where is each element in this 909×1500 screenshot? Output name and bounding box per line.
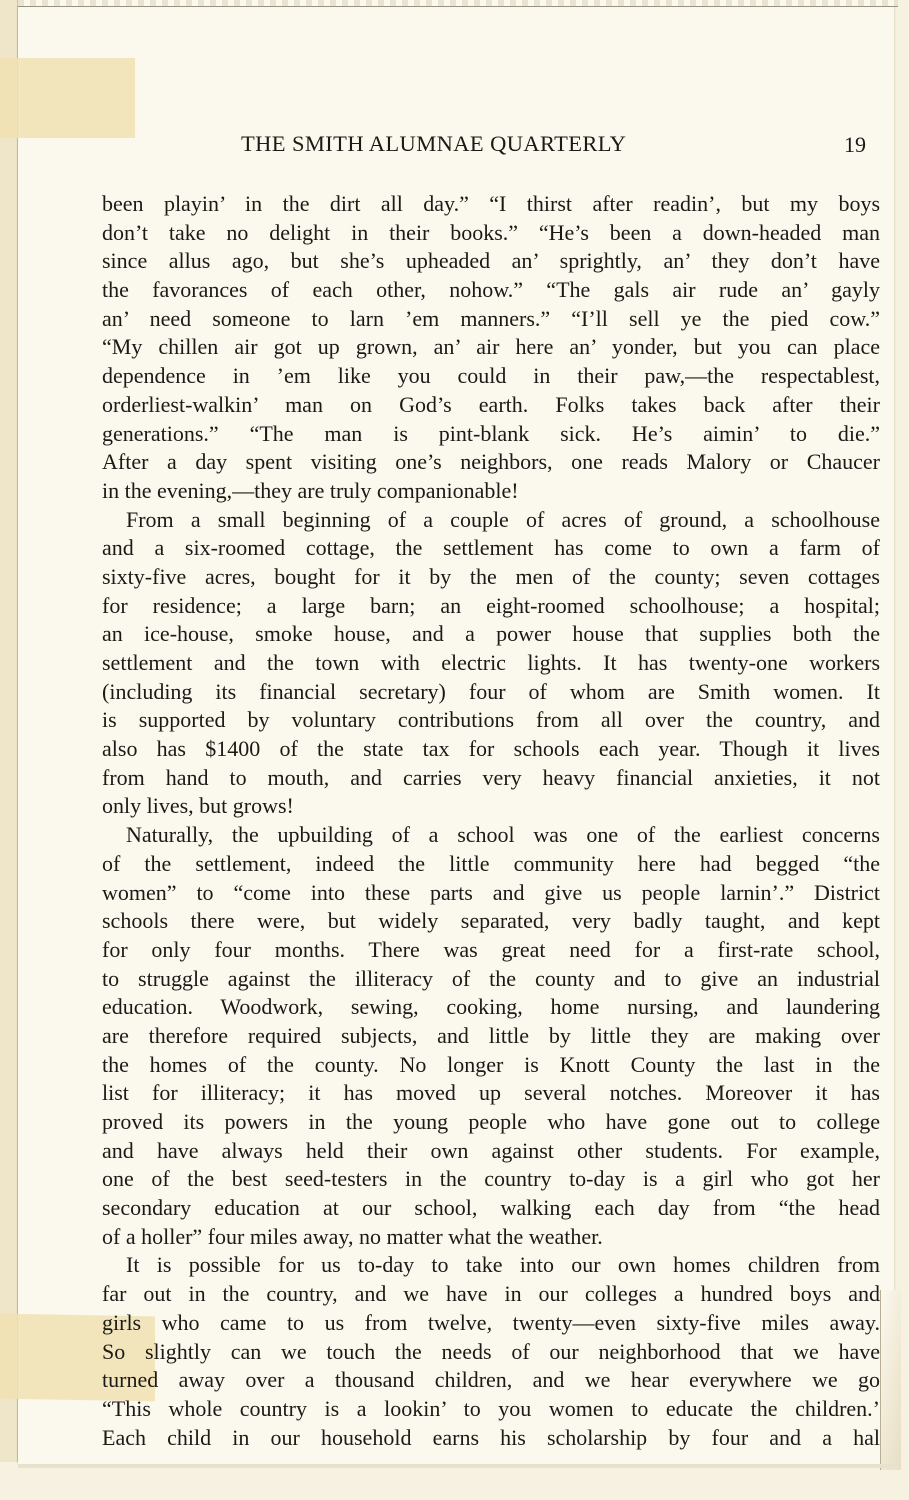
text-line: sixty-five acres, bought for it by the men of the county; seven cottages (102, 563, 880, 589)
text-line: “This whole country is a lookin’ to you women to educate the children.’ (102, 1395, 880, 1421)
text-line: secondary education at our school, walking each day from “the head (102, 1195, 880, 1221)
text-line: to struggle against the illiteracy of the county and to give an industrial (102, 965, 880, 991)
running-title: THE SMITH ALUMNAE QUARTERLY (241, 131, 627, 156)
text-line: Each child in our household earns his scholarship by four and a hal (102, 1424, 880, 1450)
tape-strip-top (0, 58, 135, 138)
text-line: women” to “come into these parts and give us people larnin’.” District (102, 879, 880, 905)
paragraph (102, 506, 880, 822)
text-line: dependence in ’em like you could in their paw,—the respectablest, (102, 363, 880, 389)
text-line: is supported by voluntary contributions from all over the country, and (102, 707, 880, 733)
text-line: So slightly can we touch the needs of our neighborhood that we have (102, 1338, 880, 1364)
running-header (0, 131, 909, 161)
text-line: settlement and the town with electric lights. It has twenty-one workers (102, 650, 880, 675)
text-line: from hand to mouth, and carries very heavy financial anxieties, it not (102, 764, 880, 790)
text-line: far out in the country, and we have in our colleges a hundred boys and (102, 1281, 880, 1307)
text-line: for only four months. There was great need for a first-rate school, (102, 936, 880, 962)
text-line: of the settlement, indeed the little community here had begged “the (102, 850, 880, 876)
text-line: of a holler” four miles away, no matter what the weather. (102, 1223, 603, 1249)
text-line: education. Woodwork, sewing, cooking, home nursing, and laundering (102, 994, 880, 1020)
text-line: only lives, but grows! (102, 793, 294, 819)
text-line: since allus ago, but she’s upheaded an’ sprightly, an’ they don’t have (102, 248, 880, 274)
text-line: the homes of the county. No longer is Knott County the last in the (102, 1051, 880, 1077)
text-line: orderliest-walkin’ man on God’s earth. Folks takes back after their (102, 391, 880, 417)
paragraph (102, 1251, 880, 1452)
text-line: don’t take no delight in their books.” “He’s been a down-headed man (102, 219, 880, 245)
text-line: an’ need someone to larn ’em manners.” “I’ll sell ye the pied cow.” (102, 305, 880, 331)
text-line: also has $1400 of the state tax for schools each year. Though it lives (102, 736, 880, 762)
text-line: generations.” “The man is pint-blank sick. He’s aimin’ to die.” (102, 420, 880, 446)
text-line: girls who came to us from twelve, twenty—even sixty-five miles away. (102, 1309, 880, 1335)
paragraph (102, 821, 880, 1251)
page-number: 19 (844, 132, 866, 157)
torn-top-edge (18, 0, 898, 7)
text-line: and have always held their own against other students. For example, (102, 1137, 880, 1163)
folded-corner (880, 1290, 901, 1470)
text-line: list for illiteracy; it has moved up several notches. Moreover it has (102, 1080, 880, 1106)
text-line: Naturally, the upbuilding of a school was one of the earliest concerns (126, 822, 880, 848)
text-line: “My chillen air got up grown, an’ air here an’ yonder, but you can place (102, 334, 880, 360)
text-line: in the evening,—they are truly companionable! (102, 477, 519, 503)
text-line: and a six-roomed cottage, the settlement has come to own a farm of (102, 535, 880, 561)
text-line: (including its financial secretary) four of whom are Smith women. It (102, 678, 880, 704)
text-line: the favorances of each other, nohow.” “The gals air rude an’ gayly (102, 277, 880, 303)
text-line: are therefore required subjects, and little by little they are making over (102, 1022, 880, 1048)
text-line: an ice-house, smoke house, and a power house that supplies both the (102, 621, 880, 647)
text-line: From a small beginning of a couple of acres of ground, a schoolhouse (126, 506, 880, 532)
paragraph (102, 190, 880, 506)
text-line: for residence; a large barn; an eight-roomed schoolhouse; a hospital; (102, 592, 880, 618)
text-line: It is possible for us to-day to take into our own homes children from (126, 1252, 880, 1278)
text-line: one of the best seed-testers in the country to-day is a girl who got her (102, 1166, 880, 1192)
text-line: turned away over a thousand children, and we hear everywhere we go (102, 1367, 880, 1393)
text-line: proved its powers in the young people who have gone out to college (102, 1109, 880, 1134)
text-line: schools there were, but widely separated, very badly taught, and kept (102, 908, 880, 934)
text-line: been playin’ in the dirt all day.” “I thirst after readin’, but my boys (102, 191, 880, 216)
text-line: After a day spent visiting one’s neighbors, one reads Malory or Chaucer (102, 449, 880, 475)
page-bottom-edge (18, 1464, 898, 1468)
article-body (102, 190, 880, 1452)
binding-strip (0, 0, 18, 1462)
